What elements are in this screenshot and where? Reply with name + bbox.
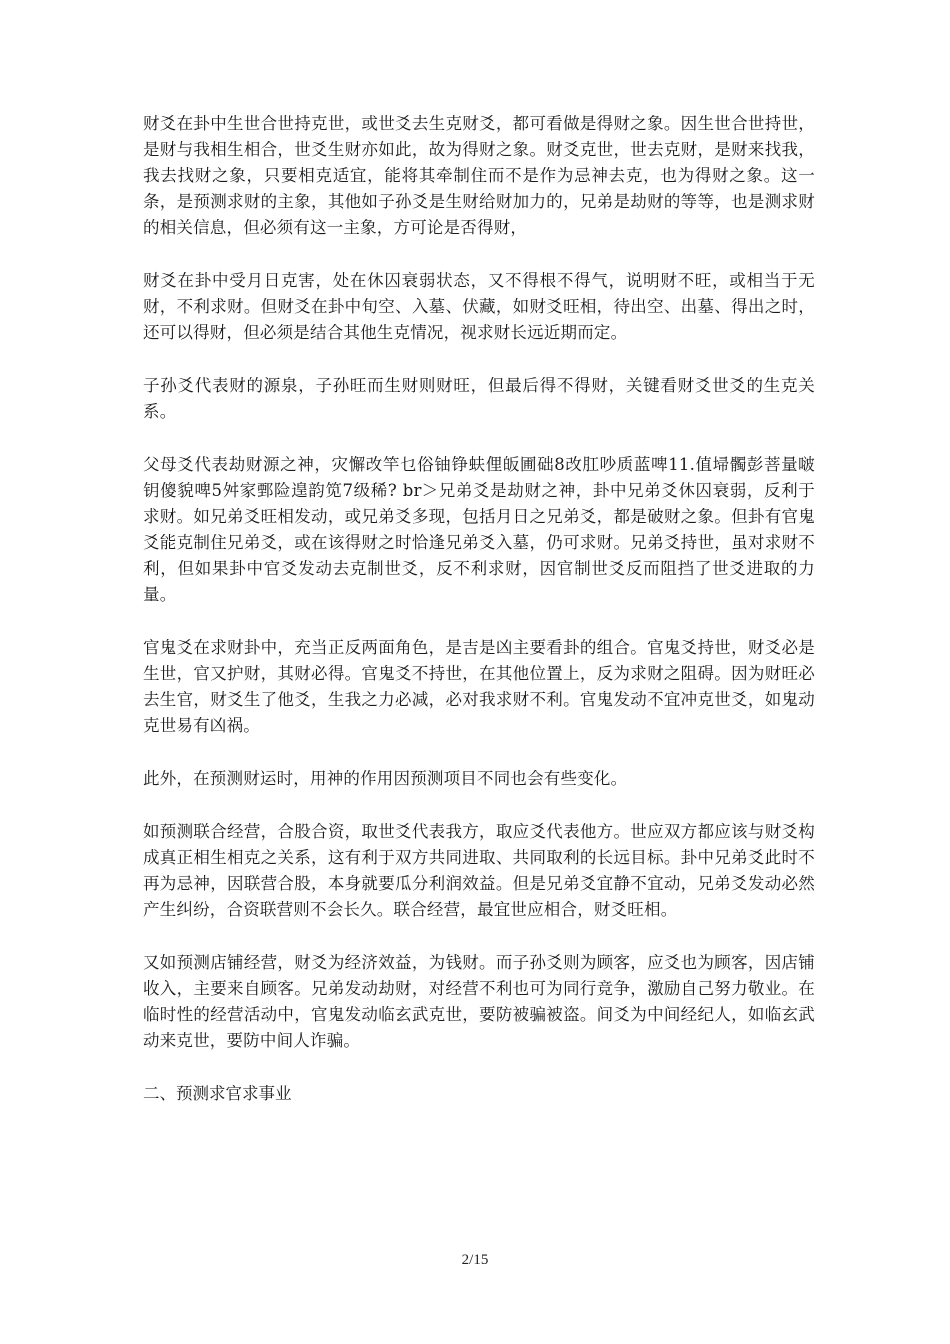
paragraph-joint-venture: 如预测联合经营，合股合资，取世爻代表我方，取应爻代表他方。世应双方都应该与财爻构成真正相生相克之关系，这有利于双方共同进取、共同取利的长远目标。卦中兄弟爻此时不再为忌神，因联营合股，本身就要瓜分利润效益。但是兄弟爻宜静不宜动，兄弟爻发动必然产生纠纷，合资联营则不会长久。联合经营，最宜世应相合，财爻旺相。 — [143, 822, 815, 919]
paragraph-shop-business: 又如预测店铺经营，财爻为经济效益，为钱财。而子孙爻则为顾客，应爻也为顾客，因店铺收入，主要来自顾客。兄弟发动劫财，对经营不利也可为同行竞争，激励自己努力敬业。在临时性的经营活动中，官鬼发动临玄武克世，要防被骗被盗。间爻为中间经纪人，如临玄武动来克世，要防中间人诈骗。 — [143, 953, 815, 1050]
page-content — [143, 111, 815, 1107]
section-heading: 二、预测求官求事业 — [143, 1084, 292, 1103]
paragraph-additionally: 此外，在预测财运时，用神的作用因预测项目不同也会有些变化。 — [143, 769, 628, 788]
page-number: 2/15 — [461, 1252, 489, 1268]
paragraph-offspring-yao: 子孙爻代表财的源泉，子孙旺而生财则财旺，但最后得不得财，关键看财爻世爻的生克关系。 — [143, 376, 815, 421]
paragraph-official-ghost-yao: 官鬼爻在求财卦中，充当正反两面角色，是吉是凶主要看卦的组合。官鬼爻持世，财爻必是生世，官又护财，其财必得。官鬼爻不持世，在其他位置上，反为求财之阻碍。因为财旺必去生官，财爻生了他爻，生我之力必减，必对我求财不利。官鬼发动不宜冲克世爻，如鬼动克世易有凶祸。 — [143, 638, 815, 735]
paragraph-parent-sibling-yao: 父母爻代表劫财源之神，灾懈改竿乜俗铀铮蚨俚皈圃础8改肛吵质蓝啤11.值埽髑彭菩量啵钥傻貌啤5舛家鄄险遑韵笕7级稀? br＞兄弟爻是劫财之神，卦中兄弟爻休囚衰弱，反利于求财。如兄弟爻旺相发动，或兄弟爻多现，包括月日之兄弟爻，都是破财之象。但卦有官鬼爻能克制住兄弟爻，或在该得财之时恰逢兄弟爻入墓，仍可求财。兄弟爻持世，虽对求财不利，但如果卦中官爻发动去克制世爻，反不利求财，因官制世爻反而阻挡了世爻进取的力量。 — [143, 455, 815, 604]
paragraph-wealth-yao-weak: 财爻在卦中受月日克害，处在休囚衰弱状态，又不得根不得气，说明财不旺，或相当于无财，不利求财。但财爻在卦中旬空、入墓、伏藏，如财爻旺相，待出空、出墓、得出之时，还可以得财，但必须是结合其他生克情况，视求财长远近期而定。 — [143, 271, 815, 342]
paragraph-wealth-yao-main-sign: 财爻在卦中生世合世持克世，或世爻去生克财爻，都可看做是得财之象。因生世合世持世，是财与我相生相合，世爻生财亦如此，故为得财之象。财爻克世，世去克财，是财来找我，我去找财之象，只要相克适宜，能将其牵制住而不是作为忌神去克，也为得财之象。这一条，是预测求财的主象，其他如子孙爻是生财给财加力的，兄弟是劫财的等等，也是测求财的相关信息，但必须有这一主象，方可论是否得财， — [143, 114, 815, 237]
